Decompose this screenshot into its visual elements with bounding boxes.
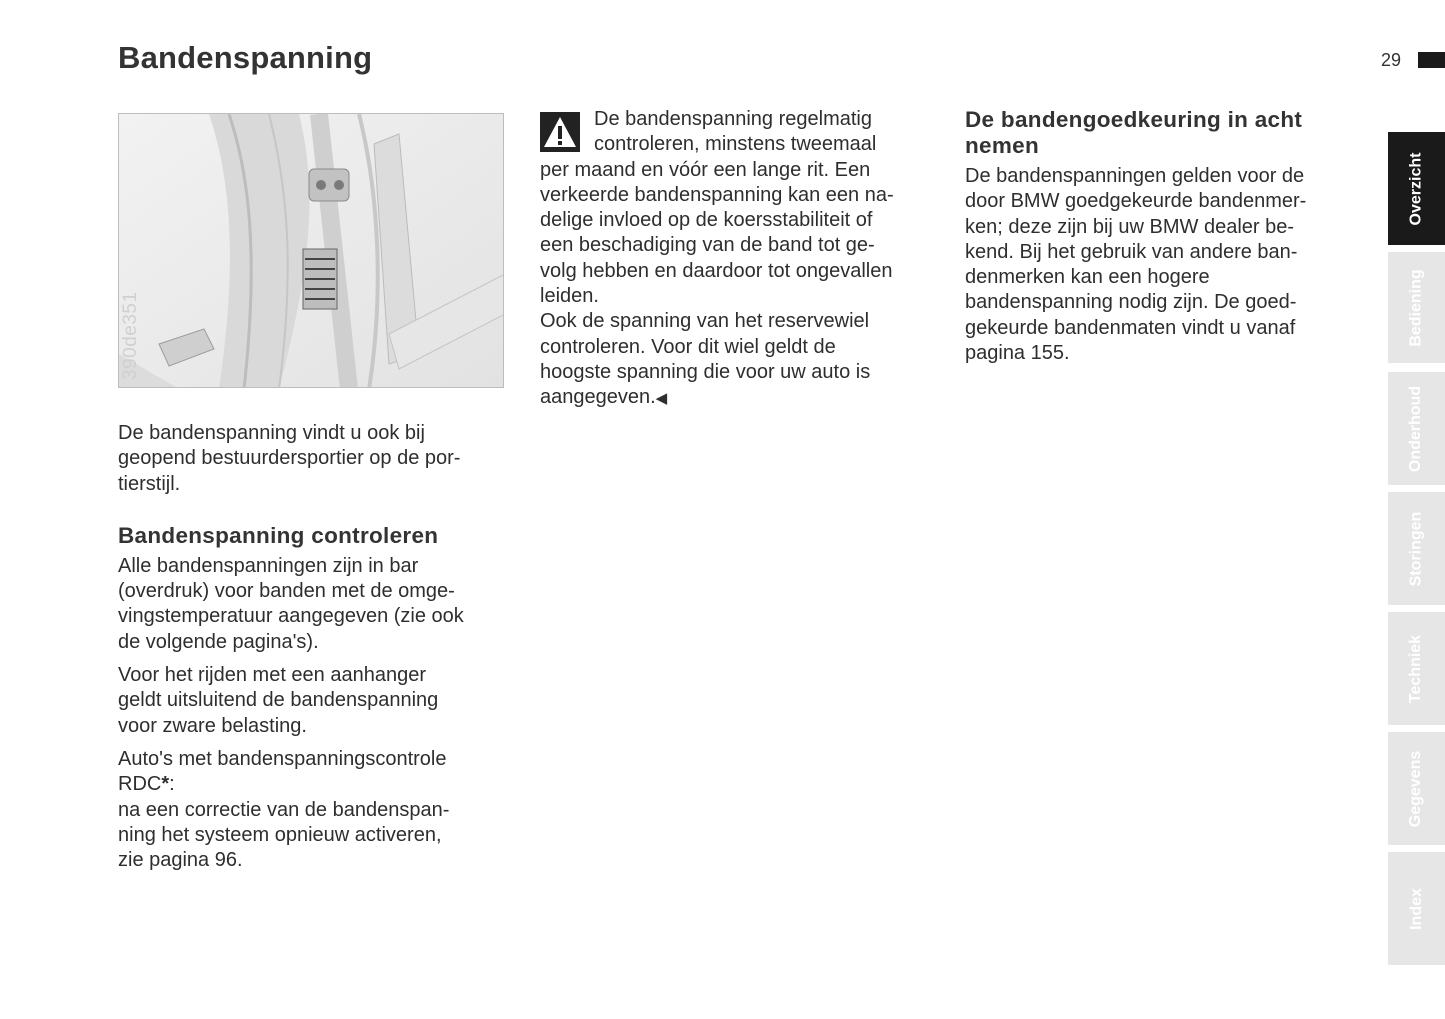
asterisk-mark: * [161,773,170,796]
tab-overzicht[interactable]: Overzicht [1388,132,1445,245]
approval-paragraph: De bandenspanningen gelden voor de door BMW goedgekeurde bandenmer- ken; deze zijn bij uw BMW dealer be- kend. Bij het gebruik van andere ban- denmerken kan een hogere bandenspanning nodig zijn. De goed- gekeurde bandenmaten vindt u vanaf pagina 155. [965,165,1307,365]
paragraph-rdc: Auto's met bandenspanningscontrole RDC*: na een correctie van de bandenspan- ning het systeem opnieuw activeren, zie pagina 96. [118,747,450,872]
paragraph-bar-pressure: Alle bandenspanningen zijn in bar (overdruk) voor banden met de omge- vingstemperatuur aangegeven (zie ook de volgende pagina's). [118,554,464,653]
section-heading: Bandenspanning controleren [118,522,439,548]
tab-index[interactable]: Index [1388,852,1445,965]
figure-code: 390de351 [120,291,141,380]
page-marker [1418,52,1445,68]
spare-wheel-paragraph: Ook de spanning van het reservewiel controleren. Voor dit wiel geldt de hoogste spanning die voor uw auto is aangegeven.◀ [540,310,871,409]
tab-techniek[interactable]: Techniek [1388,612,1445,725]
warning-triangle-icon [540,112,580,152]
tab-bediening[interactable]: Bediening [1388,252,1445,363]
intro-paragraph: De bandenspanning vindt u ook bij geopend bestuurdersportier op de por- tierstijl. [118,422,461,495]
paragraph-trailer: Voor het rijden met een aanhanger geldt uitsluitend de bandenspanning voor zware belasting. [118,664,439,737]
column-left [118,421,520,873]
tab-storingen[interactable]: Storingen [1388,492,1445,605]
page-number: 29 [1381,50,1402,70]
tab-gegevens[interactable]: Gegevens [1388,732,1445,845]
warning-paragraph: De bandenspanning regelmatig controleren, minstens tweemaal per maand en vóór een lange rit. Een verkeerde bandenspanning kan een na- delige invloed op de koersstabiliteit of een beschadiging van de band tot ge- volg hebben en daardoor tot ongevallen leiden. [540,108,894,308]
door-pillar-drawing [119,114,504,388]
approval-heading: De bandengoedkeuring in acht nemen [965,107,1303,158]
column-middle [540,107,950,412]
column-right [965,107,1370,366]
tab-onderhoud[interactable]: Onderhoud [1388,372,1445,485]
door-pillar-illustration [118,113,504,388]
page-title: Bandenspanning [118,40,373,75]
end-triangle-icon: ◀ [655,390,668,408]
